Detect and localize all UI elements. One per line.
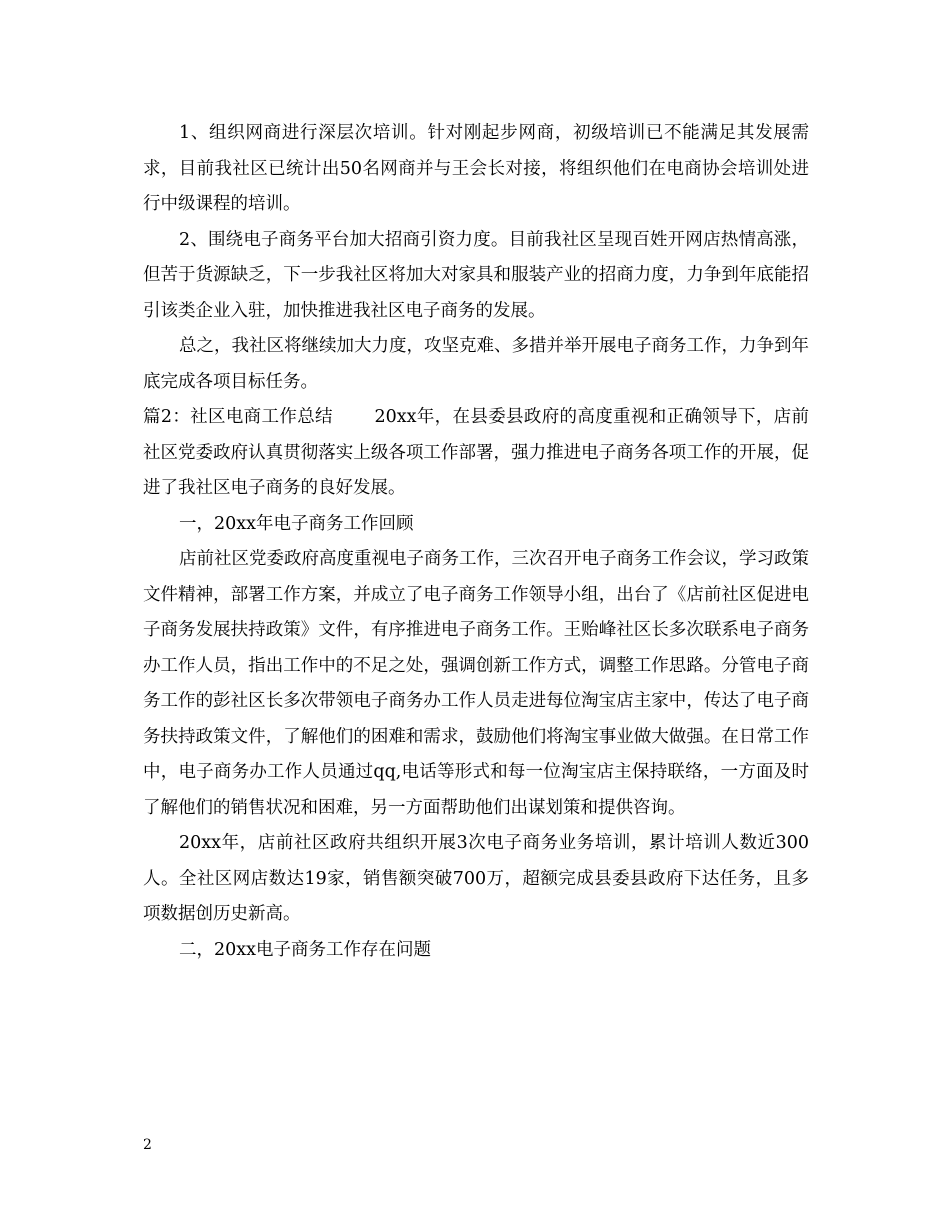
heading-review: 一，20xx年电子商务工作回顾 xyxy=(179,513,414,534)
heading-problems: 二，20xx电子商务工作存在问题 xyxy=(179,939,432,960)
paragraph-review-details: 店前社区党委政府高度重视电子商务工作，三次召开电子商务工作会议，学习政策文件精神，部署工作方案，并成立了电子商务工作领导小组，出台了《店前社区促进电子商务发展扶持政策》文件，有序推进电子商务工作。王贻峰社区长多次联系电子商务办工作人员，指出工作中的不足之处，强调创新工作方式，调整工作思路。分管电子商务工作的彭社区长多次带领电子商务办工作人员走进每位淘宝店主家中，传达了电子商务扶持政策文件，了解他们的困难和需求，鼓励他们将淘宝事业做大做强。在日常工作中，电子商务办工作人员通过qq,电话等形式和每一位淘宝店主保持联络，一方面及时了解他们的销售状况和困难，另一方面帮助他们出谋划策和提供咨询。 xyxy=(143,549,809,818)
paragraph-training-stats: 20xx年，店前社区政府共组织开展3次电子商务业务培训，累计培训人数近300人。全社区网店数达19家，销售额突破700万，超额完成县委县政府下达任务，且多项数据创历史新高。 xyxy=(143,833,809,924)
paragraph-investment: 2、围绕电子商务平台加大招商引资力度。目前我社区呈现百姓开网店热情高涨，但苦于货源缺乏，下一步我社区将加大对家具和服装产业的招商力度，力争到年底能招引该类企业入驻，加快推进我社区电子商务的发展。 xyxy=(143,229,809,321)
document-body xyxy=(143,116,809,968)
paragraph-conclusion: 总之，我社区将继续加大力度，攻坚克难、多措并举开展电子商务工作，力争到年底完成各项目标任务。 xyxy=(143,336,809,392)
paragraph-section-2-intro: 篇2：社区电商工作总结 20xx年，在县委县政府的高度重视和正确领导下，店前社区党委政府认真贯彻落实上级各项工作部署，强力推进电子商务各项工作的开展，促进了我社区电子商务的良好发展。 xyxy=(143,407,809,498)
paragraph-training: 1、组织网商进行深层次培训。针对刚起步网商，初级培训已不能满足其发展需求，目前我社区已统计出50名网商并与王会长对接，将组织他们在电商协会培训处进行中级课程的培训。 xyxy=(143,123,809,214)
page-number: 2 xyxy=(143,1137,152,1153)
